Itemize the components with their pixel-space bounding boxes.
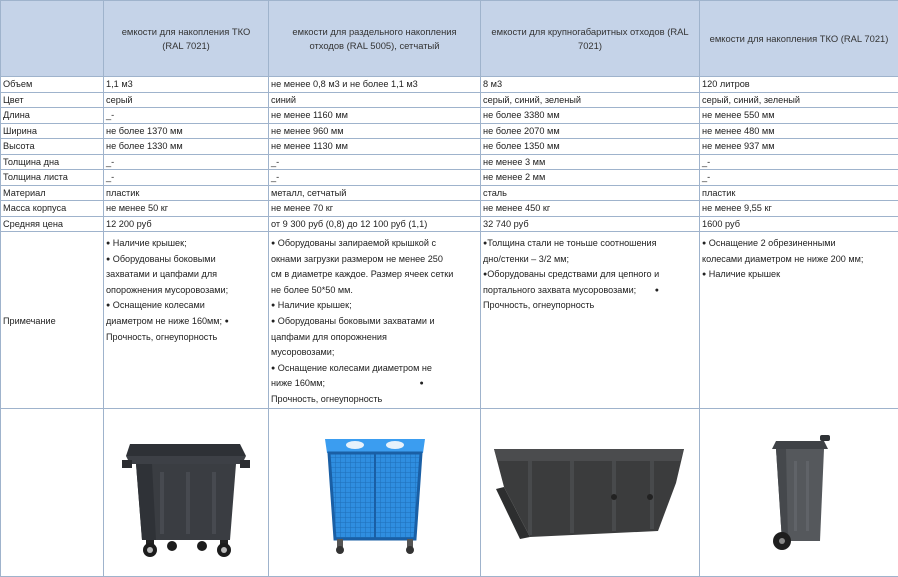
cell: 1600 руб	[700, 216, 898, 232]
row-sheet-thickness	[1, 170, 898, 186]
note-line	[271, 236, 478, 252]
note-line: не более 50*50 мм.	[271, 283, 478, 299]
bullet-icon: ●	[271, 302, 275, 309]
cell: пластик	[700, 185, 898, 201]
image-cell-2	[269, 408, 481, 576]
note-cell-3	[481, 232, 700, 409]
note-text: портального захвата мусоровозами;	[483, 285, 636, 295]
note-cell-4	[700, 232, 898, 409]
note-line: захватами и цапфами для	[106, 267, 266, 283]
cell: пластик	[104, 185, 269, 201]
row-volume	[1, 77, 898, 93]
note-text: диаметром не ниже 160мм;	[106, 316, 222, 326]
note-line	[702, 267, 896, 283]
cell: не менее 1130 мм	[269, 139, 481, 155]
image-cell-4	[700, 408, 898, 576]
row-label: Толщина листа	[1, 170, 104, 186]
image-cell-1	[104, 408, 269, 576]
cell: не менее 480 мм	[700, 123, 898, 139]
cell: _-	[269, 154, 481, 170]
bullet-icon: ●	[420, 380, 424, 387]
cell: не менее 50 кг	[104, 201, 269, 217]
cell: не более 1330 мм	[104, 139, 269, 155]
note-text: Наличие крышек	[709, 269, 780, 279]
image-cell-3	[481, 408, 700, 576]
note-line	[106, 236, 266, 252]
note-line	[702, 236, 896, 252]
row-label: Масса корпуса	[1, 201, 104, 217]
bullet-icon: ●	[106, 240, 110, 247]
header-col-1: емкости для накопления ТКО (RAL 7021)	[104, 1, 269, 77]
note-line	[271, 361, 478, 377]
cell: сталь	[481, 185, 700, 201]
cell: не менее 70 кг	[269, 201, 481, 217]
note-text: Оборудованы средствами для цепного и	[487, 269, 659, 279]
bullet-icon: ●	[225, 318, 229, 325]
gray-wheelie-bin-120l-icon	[754, 427, 844, 557]
note-text: Наличие крышек;	[113, 238, 187, 248]
bullet-icon: ●	[271, 365, 275, 372]
bullet-icon: ●	[106, 302, 110, 309]
gray-bulk-skip-container-icon	[490, 427, 690, 557]
bullet-icon: ●	[702, 240, 706, 247]
note-line	[483, 283, 697, 299]
blue-mesh-container-icon	[315, 427, 435, 557]
cell: не менее 450 кг	[481, 201, 700, 217]
cell: не менее 550 мм	[700, 108, 898, 124]
note-line	[483, 267, 697, 283]
note-text: Оборудованы запираемой крышкой с	[278, 238, 436, 248]
cell: не менее 0,8 м3 и не более 1,1 м3	[269, 77, 481, 93]
note-line: Прочность, огнеупорность	[271, 392, 478, 408]
note-line	[271, 298, 478, 314]
note-text: Толщина стали не тоньше соотношения	[487, 238, 656, 248]
row-body-mass	[1, 201, 898, 217]
header-corner-cell	[1, 1, 104, 77]
row-label: Цвет	[1, 92, 104, 108]
bullet-icon: ●	[483, 240, 487, 247]
cell: не менее 960 мм	[269, 123, 481, 139]
header-row	[1, 1, 898, 77]
note-line	[106, 298, 266, 314]
bullet-icon: ●	[271, 240, 275, 247]
cell: не менее 2 мм	[481, 170, 700, 186]
note-cell-1	[104, 232, 269, 409]
cell: _-	[104, 170, 269, 186]
note-line: см в диаметре каждое. Размер ячеек сетки	[271, 267, 478, 283]
note-line: Прочность, огнеупорность	[106, 330, 266, 346]
row-bottom-thickness	[1, 154, 898, 170]
cell: серый, синий, зеленый	[700, 92, 898, 108]
row-label: Длина	[1, 108, 104, 124]
row-average-price	[1, 216, 898, 232]
cell: не менее 1160 мм	[269, 108, 481, 124]
note-line	[483, 236, 697, 252]
bullet-icon: ●	[655, 287, 659, 294]
cell: 8 м3	[481, 77, 700, 93]
note-text: ниже 160мм;	[271, 378, 325, 388]
note-text: Оснащение колесами	[113, 300, 205, 310]
row-note	[1, 232, 898, 409]
header-col-4: емкости для накопления ТКО (RAL 7021)	[700, 1, 898, 77]
note-text: Наличие крышек;	[278, 300, 352, 310]
row-height	[1, 139, 898, 155]
cell: синий	[269, 92, 481, 108]
note-line: мусоровозами;	[271, 345, 478, 361]
gray-wheelie-container-1100l-icon	[116, 422, 256, 562]
note-text: Оснащение 2 обрезиненными	[709, 238, 836, 248]
bullet-icon: ●	[702, 271, 706, 278]
cell: не менее 3 мм	[481, 154, 700, 170]
row-width	[1, 123, 898, 139]
note-line: дно/стенки – 3/2 мм;	[483, 252, 697, 268]
header-col-3: емкости для крупногабаритных отходов (RAL 7021)	[481, 1, 700, 77]
row-images	[1, 408, 898, 576]
note-line	[106, 252, 266, 268]
bullet-icon: ●	[271, 318, 275, 325]
cell: не более 2070 мм	[481, 123, 700, 139]
note-line: окнами загрузки размером не менее 250	[271, 252, 478, 268]
row-material	[1, 185, 898, 201]
cell: металл, сетчатый	[269, 185, 481, 201]
row-label: Объем	[1, 77, 104, 93]
row-color	[1, 92, 898, 108]
cell: не более 1370 мм	[104, 123, 269, 139]
cell: _-	[700, 154, 898, 170]
cell: не более 1350 мм	[481, 139, 700, 155]
note-line: опорожнения мусоровозами;	[106, 283, 266, 299]
image-label-cell	[1, 408, 104, 576]
cell: _-	[104, 154, 269, 170]
row-label: Ширина	[1, 123, 104, 139]
cell: не более 3380 мм	[481, 108, 700, 124]
header-col-2: емкости для раздельного накопления отходов (RAL 5005), сетчатый	[269, 1, 481, 77]
row-label: Средняя цена	[1, 216, 104, 232]
cell: от 9 300 руб (0,8) до 12 100 руб (1,1)	[269, 216, 481, 232]
row-length	[1, 108, 898, 124]
note-text: Оборудованы боковыми	[113, 254, 216, 264]
note-line	[271, 376, 478, 392]
row-label: Материал	[1, 185, 104, 201]
note-line: Прочность, огнеупорность	[483, 298, 697, 314]
cell: 1,1 м3	[104, 77, 269, 93]
cell: 32 740 руб	[481, 216, 700, 232]
note-text: Оснащение колесами диаметром не	[278, 363, 432, 373]
cell: 120 литров	[700, 77, 898, 93]
note-text: Оборудованы боковыми захватами и	[278, 316, 435, 326]
cell: не менее 937 мм	[700, 139, 898, 155]
cell: _-	[269, 170, 481, 186]
cell: _-	[104, 108, 269, 124]
bullet-icon: ●	[106, 256, 110, 263]
row-label: Примечание	[1, 232, 104, 409]
cell: серый	[104, 92, 269, 108]
cell: не менее 9,55 кг	[700, 201, 898, 217]
cell: 12 200 руб	[104, 216, 269, 232]
note-cell-2	[269, 232, 481, 409]
note-line: колесами диаметром не ниже 200 мм;	[702, 252, 896, 268]
cell: _-	[700, 170, 898, 186]
note-line	[271, 314, 478, 330]
row-label: Толщина дна	[1, 154, 104, 170]
cell: серый, синий, зеленый	[481, 92, 700, 108]
note-line: цапфами для опорожнения	[271, 330, 478, 346]
bullet-icon: ●	[483, 271, 487, 278]
note-line	[106, 314, 266, 330]
row-label: Высота	[1, 139, 104, 155]
